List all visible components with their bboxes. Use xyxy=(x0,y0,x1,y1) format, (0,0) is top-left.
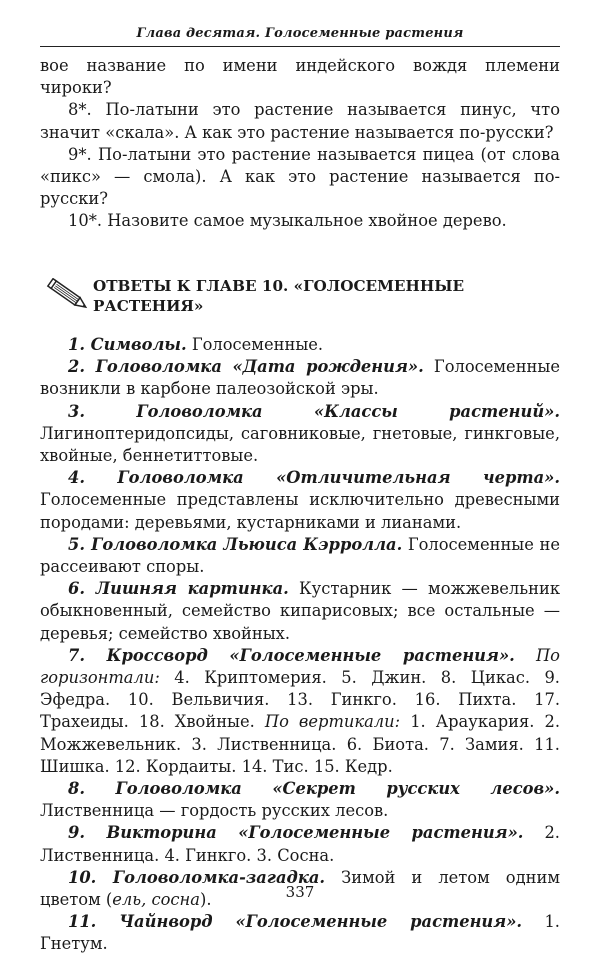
question-9 xyxy=(40,144,560,211)
section-title: ОТВЕТЫ К ГЛАВЕ 10. «ГОЛОСЕМЕННЫЕ РАСТЕНИЯ» xyxy=(93,277,465,315)
question-8 xyxy=(40,99,560,143)
running-head: Глава десятая. Голосеменные растения xyxy=(136,26,464,41)
answer-title: 11. Чайнворд «Голосеменные растения». xyxy=(68,912,523,932)
pencil-icon xyxy=(46,278,92,314)
answer-text: Зимой и летом одним цветом ( xyxy=(40,867,560,910)
answer-title: 8. Головоломка «Секрет русских лесов». xyxy=(68,779,560,799)
answer-italic: ель, сосна xyxy=(112,890,200,910)
answer-title: 5. Головоломка Льюиса Кэрролла. xyxy=(68,534,403,554)
question-continued: вое название по имени индейского вождя племени чироки? xyxy=(40,56,560,98)
question-10 xyxy=(40,210,560,232)
answer-title: 2. Головоломка «Дата рождения». xyxy=(68,357,424,377)
answers-list xyxy=(40,334,560,956)
answer-text: 1. Гнетум. xyxy=(40,912,560,954)
answer-item xyxy=(40,467,560,534)
question-text: По-латыни это растение называется пинус, что значит «скала». А как это растение называется по-русски? xyxy=(40,100,560,142)
answer-text: Голосеменные не рассеивают споры. xyxy=(40,534,560,577)
answer-title: 6. Лишняя картинка. xyxy=(68,579,289,599)
answer-item xyxy=(40,822,560,866)
page-number: 337 xyxy=(285,883,315,901)
answer-title: 1. Символы. xyxy=(68,335,187,354)
answer-item xyxy=(40,911,560,955)
answer-item xyxy=(40,645,560,778)
answer-item xyxy=(40,401,560,468)
answer-text: Кустарник — можжевельник обыкновенный, семейство кипарисовых; все остальные — деревья; семейство хвойных. xyxy=(40,579,560,643)
answer-item xyxy=(40,778,560,822)
answer-title: 10. Головоломка-загадка. xyxy=(68,867,326,887)
question-number: 10*. xyxy=(68,211,103,231)
answer-text: Голосеменные представлены исключительно древесными породами: деревьями, кустарниками и лианами. xyxy=(40,490,560,532)
question-text: Назовите самое музыкальное хвойное дерево. xyxy=(102,211,507,231)
answer-title: 4. Головоломка «Отличительная черта». xyxy=(68,468,560,488)
answer-subheading: По вертикали: xyxy=(254,712,401,732)
answer-text: Голосеменные возникли в карбоне палеозойской эры. xyxy=(40,357,560,399)
answer-text: Голосеменные. xyxy=(186,335,324,354)
answer-text: 4. Криптомерия. 5. Джин. 8. Цикас. 9. Эфедра. 10. Вельвичия. 13. Гинкго. 16. Пихта. 17. Трахеиды. 18. Хвойные. xyxy=(40,668,560,732)
answer-subheading: По горизонтали: xyxy=(40,645,560,688)
answer-text: Лигиноптеридопсиды, саговниковые, гнетовые, гинкговые, хвойные, беннетиттовые. xyxy=(40,423,560,466)
answer-title: 3. Головоломка «Классы растений». xyxy=(68,401,560,421)
answer-item xyxy=(40,356,560,400)
questions-block xyxy=(40,55,560,233)
answer-text: Лиственница — гордость русских лесов. xyxy=(40,801,389,821)
question-number: 8*. xyxy=(68,100,92,120)
answer-title: 9. Викторина «Голосеменные растения». xyxy=(68,823,524,843)
answer-item xyxy=(40,578,560,645)
answer-text: ). xyxy=(199,890,212,910)
answer-text: 2. Лиственница. 4. Гинкго. 3. Сосна. xyxy=(40,823,560,865)
header-rule xyxy=(40,46,560,47)
answer-text: 1. Араукария. 2. Можжевельник. 3. Лиственница. 6. Биота. 7. Замия. 11. Шишка. 12. Кордаиты. 14. Тис. 15. Кедр. xyxy=(40,712,560,776)
answer-item xyxy=(40,534,560,578)
answer-item xyxy=(40,334,560,356)
question-number: 9*. xyxy=(68,144,92,164)
answer-title: 7. Кроссворд «Голосеменные растения». xyxy=(68,645,515,665)
question-text: По-латыни это растение называется пицеа (от слова «пикс» — смола). А как это растение называется по-русски? xyxy=(40,144,560,209)
